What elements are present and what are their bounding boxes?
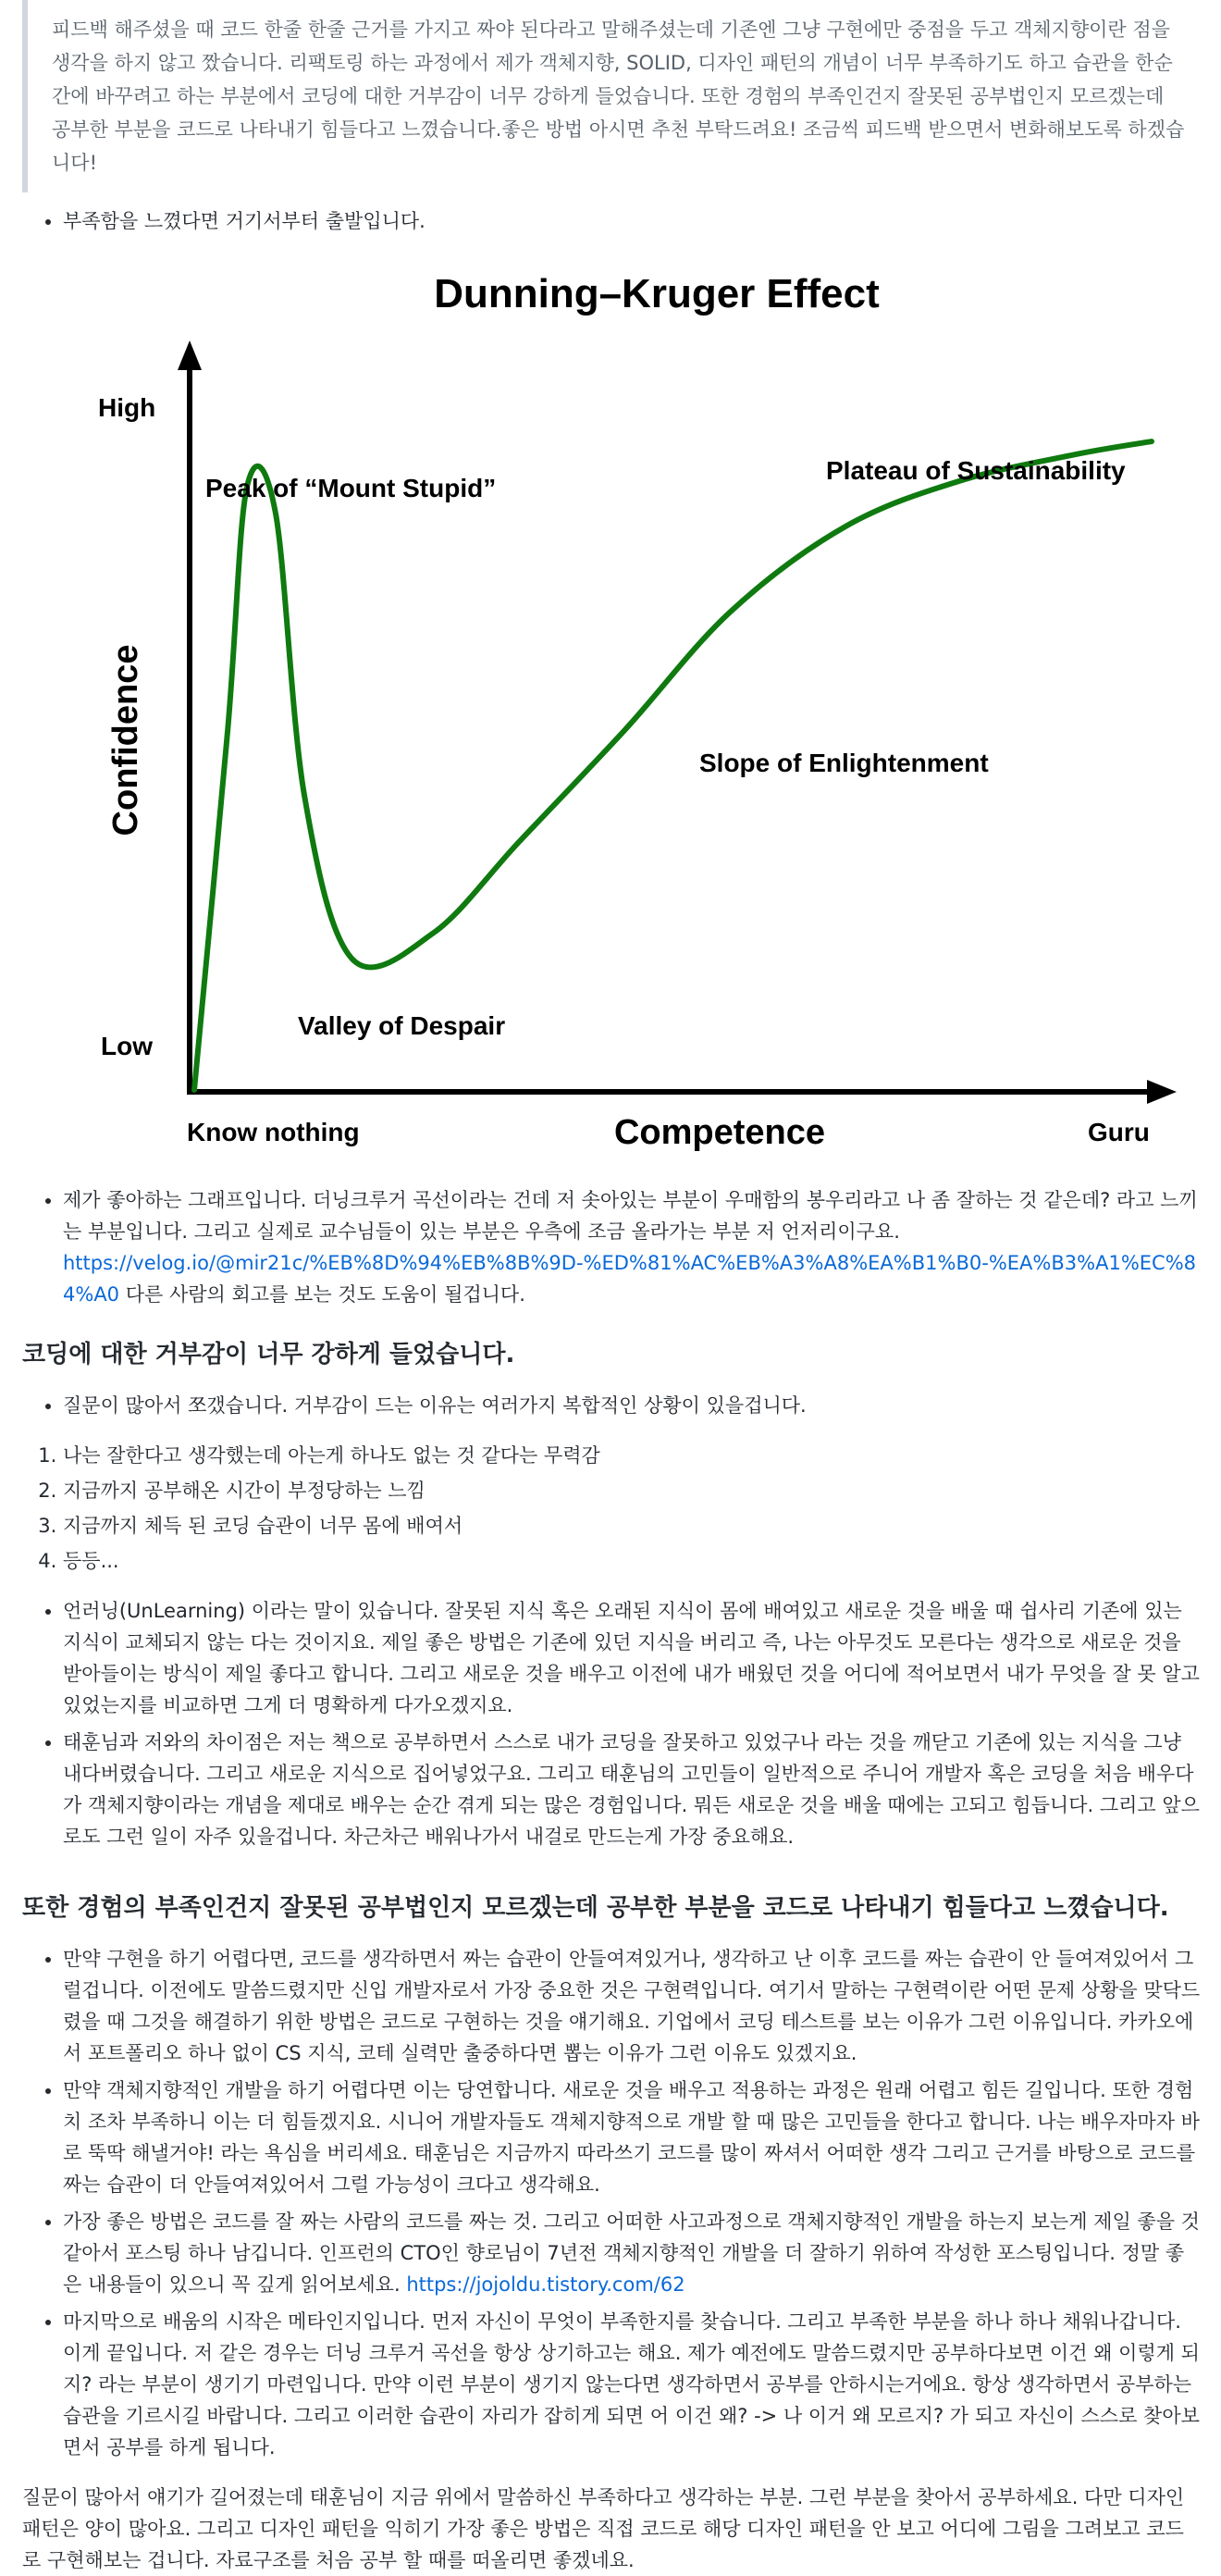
chart-title: Dunning–Kruger Effect <box>434 271 880 316</box>
first-bullet-list <box>22 205 1201 237</box>
unlearning-bullet: • 언러닝(UnLearning) 이라는 말이 있습니다. 잘못된 지식 혹은 오래된 지식이 몸에 배여있고 새로운 것을 배울 때 쉽사리 기존에 있는 지식이 교체되지 않는 다는 것이지요. 제일 좋은 방법은 기존에 있던 지식을 버리고 즉, 나는 아무것도 모른다는 생각으로 새로운 것을 받아들이는 방식이 제일 좋다고 합니다. 그리고 새로운 것을 배우고 이전에 내가 배웠던 것을 어디에 적어보면서 내가 무엇을 잘 못 알고 있었는지를 비교하면 그게 더 명확하게 다가오겠지요. <box>63 1595 1201 1721</box>
y-tick-high: High <box>98 393 156 422</box>
annotation-valley-of-despair: Valley of Despair <box>298 1011 506 1040</box>
annotation-plateau: Plateau of Sustainability <box>826 456 1126 485</box>
y-axis-label: Confidence <box>106 644 145 836</box>
graph-comment-list <box>22 1184 1201 1310</box>
section1-intro-list <box>22 1390 1201 1421</box>
difference-bullet: • 태훈님과 저와의 차이점은 저는 책으로 공부하면서 스스로 내가 코딩을 잘못하고 있었구나 라는 것을 깨닫고 기존에 있는 지식을 그냥 내다버렸습니다. 그리고 새로운 지식으로 집어넣었구요. 그리고 태훈님의 고민들이 일반적으로 주니어 개발자 혹은 코딩을 처음 배우다가 객체지향이라는 개념을 제대로 배우는 순간 겪게 되는 많은 경험입니다. 뭐든 새로운 것을 배울 때에는 고되고 힘듭니다. 그리고 앞으로도 그런 일이 자주 있을겁니다. 차근차근 배워나가서 내걸로 만드는게 가장 중요해요. <box>63 1727 1201 1852</box>
dunning-kruger-chart <box>0 259 1221 1184</box>
jojoldu-link[interactable]: https://jojoldu.tistory.com/62 <box>406 2273 685 2296</box>
reason-item: 3. 지금까지 체득 된 코딩 습관이 너무 몸에 배여서 <box>63 1510 1201 1542</box>
section1-bullets <box>22 1595 1201 1852</box>
oop-difficulty-bullet: • 만약 객체지향적인 개발을 하기 어렵다면 이는 당연합니다. 새로운 것을 배우고 적용하는 과정은 원래 어렵고 힘든 길입니다. 또한 경험치 조차 부족하니 이는 더 힘들겠지요. 시니어 개발자들도 객체지향적으로 개발 할 때 많은 고민들을 한다고 합니다. 나는 배우자마자 바로 뚝딱 해낼거야! 라는 욕심을 버리세요. 태훈님은 지금까지 따라쓰기 코드를 많이 짜셔서 어떠한 생각 그리고 근거를 바탕으로 코드를 짜는 습관이 더 안들여져있어서 그럴 가능성이 크다고 생각해요. <box>63 2074 1201 2200</box>
y-tick-low: Low <box>101 1032 153 1060</box>
closing-paragraph: 질문이 많아서 얘기가 길어졌는데 태훈님이 지금 위에서 말씀하신 부족하다고 생각하는 부분. 그런 부분을 찾아서 공부하세요. 다만 디자인 패턴은 양이 많아요. 그리고 디자인 패턴을 익히기 가장 좋은 방법은 직접 코드로 해당 디자인 패턴을 안 보고 어디에 그림을 그려보고 코드로 구현해보는 겁니다. 자료구조를 처음 공부 할 때를 떠올리면 좋겠네요. <box>22 2486 1185 2571</box>
graph-comment-item <box>63 1184 1201 1310</box>
x-axis-arrow <box>1147 1080 1177 1104</box>
x-tick-know-nothing: Know nothing <box>187 1118 360 1146</box>
first-bullet: • 부족함을 느꼈다면 거기서부터 출발입니다. <box>63 205 1201 237</box>
reason-item: 1. 나는 잘한다고 생각했는데 아는게 하나도 없는 것 같다는 무력감 <box>63 1440 1201 1471</box>
metacognition-bullet: • 마지막으로 배움의 시작은 메타인지입니다. 먼저 자신이 무엇이 부족한지를 찾습니다. 그리고 부족한 부분을 하나 하나 채워나갑니다. 이게 끝입니다. 저 같은 경우는 더닝 크루거 곡선을 항상 상기하고는 해요. 제가 예전에도 말씀드렸지만 공부하다보면 이건 왜 이렇게 되지? 라는 부분이 생기기 마련입니다. 만약 이런 부분이 생기지 않는다면 생각하면서 공부를 안하시는거에요. 항상 생각하면서 공부하는 습관을 기르시길 바랍니다. 그리고 이러한 습관이 자리가 잡히게 되면 어 이건 왜? -> 나 이거 왜 모르지? 가 되고 자신이 스스로 찾아보면서 공부를 하게 됩니다. <box>63 2306 1201 2463</box>
annotation-slope-of-enlightenment: Slope of Enlightenment <box>699 749 989 777</box>
intro-quote-text: 피드백 해주셨을 때 코드 한줄 한줄 근거를 가지고 짜야 된다라고 말해주셨는데 기존엔 그냥 구현에만 중점을 두고 객체지향이란 점을 생각을 하지 않고 짰습니다. 리팩토링 하는 과정에서 제가 객체지향, SOLID, 디자인 패턴의 개념이 너무 부족하기도 하고 습관을 한순간에 바꾸려고 하는 부분에서 코딩에 대한 거부감이 너무 강하게 들었습니다. 또한 경험의 부족인건지 잘못된 공부법인지 모르겠는데 공부한 부분을 코드로 나타내기 힘들다고 느꼈습니다.좋은 방법 아시면 추천 부탁드려요! 조금씩 피드백 받으면서 변화해보도록 하겠습니다! <box>52 19 1185 174</box>
best-method-bullet <box>63 2206 1201 2300</box>
annotation-mount-stupid: Peak of “Mount Stupid” <box>205 474 497 502</box>
velog-link[interactable]: https://velog.io/@mir21c/%EB%8D%94%EB%8B%9D-%ED%81%AC%EB%A3%A8%EA%B1%B0-%EA%B3%A1%EC%84%A0 <box>63 1252 1197 1306</box>
section2-heading: 또한 경험의 부족인건지 잘못된 공부법인지 모르겠는데 공부한 부분을 코드로 나타내기 힘들다고 느꼈습니다. <box>22 1894 1169 1922</box>
x-axis-label: Competence <box>613 1113 826 1152</box>
section2-bullets <box>22 1943 1201 2463</box>
section1-intro-bullet: • 질문이 많아서 쪼갰습니다. 거부감이 드는 이유는 여러가지 복합적인 상황이 있을겁니다. <box>63 1390 1201 1421</box>
confidence-curve <box>194 441 1152 1090</box>
reason-item: 2. 지금까지 공부해온 시간이 부정당하는 느낌 <box>63 1475 1201 1506</box>
chart-svg <box>0 259 1221 1184</box>
graph-comment-suffix: 다른 사람의 회고를 보는 것도 도움이 될겁니다. <box>119 1283 525 1306</box>
reason-item: 4. 등등... <box>63 1545 1201 1577</box>
graph-comment-text: 제가 좋아하는 그래프입니다. 더닝크루거 곡선이라는 건데 저 솟아있는 부분이 우매함의 봉우리라고 나 좀 잘하는 것 같은데? 라고 느끼는 부분입니다. 그리고 실제로 교수님들이 있는 부분은 우측에 조금 올라가는 부분 저 언저리이구요. <box>63 1189 1198 1243</box>
best-method-text: 가장 좋은 방법은 코드를 잘 짜는 사람의 코드를 짜는 것. 그리고 어떠한 사고과정으로 객체지향적인 개발을 하는지 보는게 제일 좋을 것 같아서 포스팅 하나 남깁니다. 인프런의 CTO인 향로님이 7년전 객체지향적인 개발을 더 잘하기 위하여 작성한 포스팅입니다. 정말 좋은 내용들이 있으니 꼭 깊게 읽어보세요. <box>63 2211 1200 2296</box>
x-tick-guru: Guru <box>1088 1118 1150 1146</box>
intro-blockquote <box>22 0 1201 192</box>
section1-heading: 코딩에 대한 거부감이 너무 강하게 들었습니다. <box>22 1341 515 1368</box>
y-axis-arrow <box>178 341 202 370</box>
reasons-list <box>22 1440 1201 1577</box>
implementation-bullet: • 만약 구현을 하기 어렵다면, 코드를 생각하면서 짜는 습관이 안들여져있거나, 생각하고 난 이후 코드를 짜는 습관이 안 들여져있어서 그럴겁니다. 이전에도 말씀드렸지만 신입 개발자로서 가장 중요한 것은 구현력입니다. 여기서 말하는 구현력이란 어떤 문제 상황을 맞닥드렸을 때 그것을 해결하기 위한 방법은 코드로 구현하는 것을 얘기해요. 기업에서 코딩 테스트를 보는 이유가 그런 이유입니다. 카카오에서 포트폴리오 하나 없이 CS 지식, 코테 실력만 출중하다면 뽑는 이유가 그런 이유도 있겠지요. <box>63 1943 1201 2069</box>
